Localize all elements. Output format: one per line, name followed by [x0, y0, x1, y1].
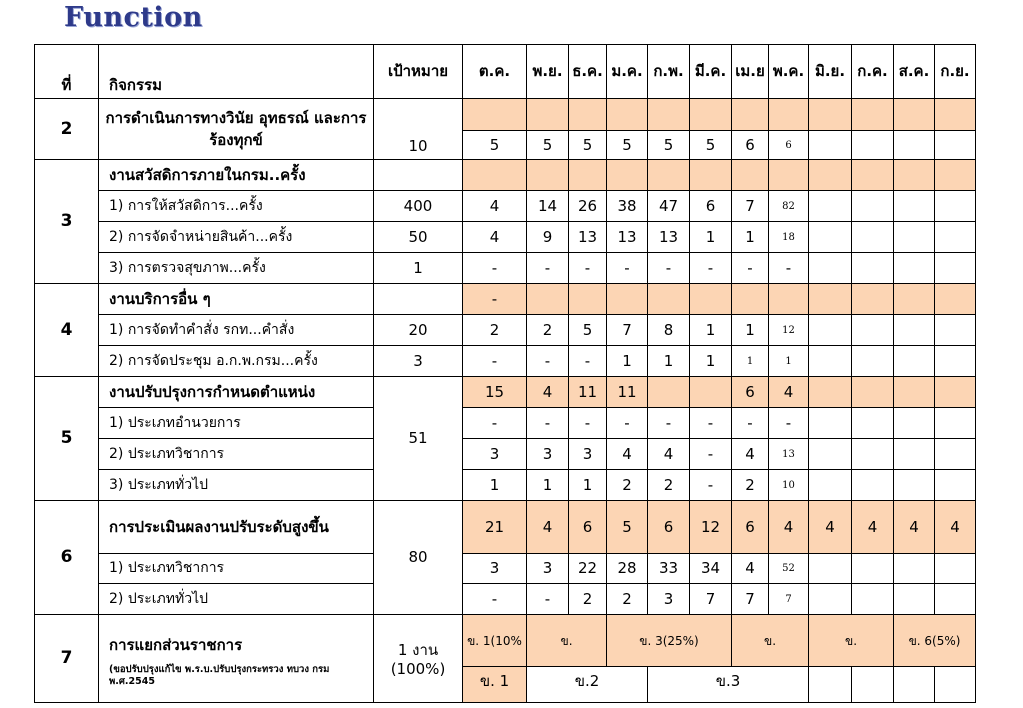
- plan-phase: ข.: [732, 615, 809, 667]
- month-value: 47: [648, 191, 690, 222]
- target-value: 51: [374, 377, 463, 501]
- table-row: [35, 584, 976, 615]
- table-row: [35, 191, 976, 222]
- month-value: 1: [648, 346, 690, 377]
- month-value: -: [690, 470, 732, 501]
- header-row: [35, 45, 976, 99]
- target-value: 50: [374, 222, 463, 253]
- target-value: 80: [374, 501, 463, 615]
- activity-sub-label: 1) การจัดทำคำสั่ง รกท...คำสั่ง: [99, 315, 374, 346]
- month-value: 1: [732, 315, 769, 346]
- month-value: -: [463, 584, 527, 615]
- month-value: -: [463, 408, 527, 439]
- month-value: 2: [569, 584, 607, 615]
- month-value: 5: [527, 131, 569, 160]
- activity-label: งานปรับปรุงการกำหนดตำแหน่ง: [99, 377, 374, 408]
- table-row: [35, 439, 976, 470]
- month-value: -: [569, 253, 607, 284]
- activity-sub-label: 2) ประเภททั่วไป: [99, 584, 374, 615]
- activity-cell: [99, 615, 374, 703]
- header-month: มี.ค.: [690, 45, 732, 99]
- activity-note: (ขอปรับปรุงแก้ไข พ.ร.บ.ปรับปรุงกระทรวง ทบวง กรม พ.ศ.2545: [109, 664, 330, 687]
- month-value: 14: [527, 191, 569, 222]
- plan-phase: ข.: [809, 615, 894, 667]
- month-value: 9: [527, 222, 569, 253]
- month-value: 4: [463, 191, 527, 222]
- month-value: 26: [569, 191, 607, 222]
- activity-label: งานบริการอื่น ๆ: [99, 284, 374, 315]
- month-value: 6: [732, 131, 769, 160]
- header-month: ก.ค.: [852, 45, 894, 99]
- month-value: 13: [648, 222, 690, 253]
- activity-sub-label: 1) ประเภทอำนวยการ: [99, 408, 374, 439]
- month-value: 6: [648, 501, 690, 554]
- month-value: 4: [894, 501, 935, 554]
- month-value: 5: [690, 131, 732, 160]
- activity-table: [34, 44, 976, 703]
- header-month: พ.ย.: [527, 45, 569, 99]
- month-value: 2: [732, 470, 769, 501]
- activity-sub-label: 3) ประเภททั่วไป: [99, 470, 374, 501]
- month-value: 7: [732, 584, 769, 615]
- target-value: 10: [374, 99, 463, 160]
- month-value: 4: [809, 501, 852, 554]
- activity-label: การแยกส่วนราชการ: [109, 636, 243, 654]
- month-value: -: [732, 408, 769, 439]
- activity-label: งานสวัสดิการภายในกรม..ครั้ง: [99, 160, 374, 191]
- month-value: 1: [527, 470, 569, 501]
- header-target: เป้าหมาย: [374, 45, 463, 99]
- month-value: 21: [463, 501, 527, 554]
- month-value: 15: [463, 377, 527, 408]
- month-value: 6: [732, 377, 769, 408]
- month-value: -: [463, 253, 527, 284]
- month-value: -: [648, 253, 690, 284]
- month-value: 5: [648, 131, 690, 160]
- month-value: -: [527, 346, 569, 377]
- month-value: 3: [527, 439, 569, 470]
- month-value: 7: [732, 191, 769, 222]
- table-row: [35, 222, 976, 253]
- table-row: [35, 99, 976, 131]
- month-value: 1: [690, 222, 732, 253]
- header-no: ที่: [35, 45, 99, 99]
- month-value: -: [607, 408, 648, 439]
- table-row: [35, 501, 976, 554]
- plan-phase: ข. 6(5%): [894, 615, 976, 667]
- month-value: 13: [769, 439, 809, 470]
- actual-phase: ข. 1: [463, 667, 527, 703]
- month-value: -: [648, 408, 690, 439]
- header-month: ก.พ.: [648, 45, 690, 99]
- table-row: [35, 615, 976, 667]
- month-value: 5: [607, 131, 648, 160]
- month-value: 4: [769, 377, 809, 408]
- month-value: 1: [690, 315, 732, 346]
- activity-label: การประเมินผลงานปรับระดับสูงขึ้น: [99, 501, 374, 554]
- month-value: 12: [769, 315, 809, 346]
- month-value: -: [527, 584, 569, 615]
- activity-sub-label: 1) ประเภทวิชาการ: [99, 554, 374, 584]
- month-value: 5: [569, 315, 607, 346]
- month-value: 6: [769, 131, 809, 160]
- month-value: -: [527, 408, 569, 439]
- month-value: 4: [527, 501, 569, 554]
- month-value: -: [463, 284, 527, 315]
- month-value: 3: [569, 439, 607, 470]
- month-value: 1: [690, 346, 732, 377]
- row-number: 7: [35, 615, 99, 703]
- header-activity: กิจกรรม: [99, 45, 374, 99]
- month-value: 1: [569, 470, 607, 501]
- month-value: 2: [648, 470, 690, 501]
- header-month: ธ.ค.: [569, 45, 607, 99]
- month-value: 4: [648, 439, 690, 470]
- month-value: 13: [569, 222, 607, 253]
- month-value: 5: [463, 131, 527, 160]
- month-value: 34: [690, 554, 732, 584]
- month-value: 3: [463, 554, 527, 584]
- plan-phase: ข. 1(10%: [463, 615, 527, 667]
- month-value: 52: [769, 554, 809, 584]
- target-value: 1: [374, 253, 463, 284]
- table-row: [35, 160, 976, 191]
- month-value: 8: [648, 315, 690, 346]
- month-value: 11: [569, 377, 607, 408]
- month-value: 7: [690, 584, 732, 615]
- table-row: [35, 284, 976, 315]
- header-month: ก.ย.: [935, 45, 976, 99]
- month-value: 4: [935, 501, 976, 554]
- header-month: ต.ค.: [463, 45, 527, 99]
- table-row: [35, 346, 976, 377]
- month-value: 4: [463, 222, 527, 253]
- row-number: 2: [35, 99, 99, 160]
- table-row: [35, 253, 976, 284]
- month-value: 22: [569, 554, 607, 584]
- month-value: 5: [607, 501, 648, 554]
- activity-sub-label: 2) ประเภทวิชาการ: [99, 439, 374, 470]
- month-value: 3: [527, 554, 569, 584]
- header-month: มิ.ย.: [809, 45, 852, 99]
- month-value: 3: [648, 584, 690, 615]
- month-value: -: [769, 253, 809, 284]
- month-value: 1: [607, 346, 648, 377]
- month-value: 4: [527, 377, 569, 408]
- plan-phase: ข.: [527, 615, 607, 667]
- month-value: -: [690, 408, 732, 439]
- row-number: 4: [35, 284, 99, 377]
- month-value: 10: [769, 470, 809, 501]
- table-row: [35, 408, 976, 439]
- month-value: 38: [607, 191, 648, 222]
- header-month: เม.ย: [732, 45, 769, 99]
- month-value: -: [769, 408, 809, 439]
- month-value: -: [607, 253, 648, 284]
- activity-sub-label: 2) การจัดประชุม อ.ก.พ.กรม...ครั้ง: [99, 346, 374, 377]
- header-month: ม.ค.: [607, 45, 648, 99]
- month-value: 1: [732, 346, 769, 377]
- actual-phase: ข.2: [527, 667, 648, 703]
- month-value: 28: [607, 554, 648, 584]
- table-row: [35, 315, 976, 346]
- month-value: -: [527, 253, 569, 284]
- activity-sub-label: 1) การให้สวัสดิการ...ครั้ง: [99, 191, 374, 222]
- month-value: 4: [732, 554, 769, 584]
- target-value: 400: [374, 191, 463, 222]
- month-value: 3: [463, 439, 527, 470]
- month-value: -: [732, 253, 769, 284]
- month-value: 2: [607, 470, 648, 501]
- month-value: -: [690, 253, 732, 284]
- month-value: -: [569, 346, 607, 377]
- target-value: 3: [374, 346, 463, 377]
- row-number: 3: [35, 160, 99, 284]
- table-row: [35, 377, 976, 408]
- month-value: -: [569, 408, 607, 439]
- month-value: 4: [607, 439, 648, 470]
- month-value: 1: [769, 346, 809, 377]
- month-value: 2: [463, 315, 527, 346]
- plan-phase: ข. 3(25%): [607, 615, 732, 667]
- month-value: 11: [607, 377, 648, 408]
- row-number: 5: [35, 377, 99, 501]
- month-value: 1: [463, 470, 527, 501]
- table-row: [35, 470, 976, 501]
- month-value: 2: [607, 584, 648, 615]
- month-value: 2: [527, 315, 569, 346]
- row-number: 6: [35, 501, 99, 615]
- month-value: 82: [769, 191, 809, 222]
- month-value: 6: [690, 191, 732, 222]
- month-value: 12: [690, 501, 732, 554]
- month-value: -: [463, 346, 527, 377]
- target-value: 20: [374, 315, 463, 346]
- month-value: 6: [732, 501, 769, 554]
- month-value: 33: [648, 554, 690, 584]
- month-value: 13: [607, 222, 648, 253]
- month-value: 5: [569, 131, 607, 160]
- table-row: [35, 554, 976, 584]
- month-value: 7: [607, 315, 648, 346]
- header-month: ส.ค.: [894, 45, 935, 99]
- month-value: 4: [732, 439, 769, 470]
- header-month: พ.ค.: [769, 45, 809, 99]
- month-value: 4: [769, 501, 809, 554]
- month-value: 6: [569, 501, 607, 554]
- target-value: 1 งาน (100%): [374, 615, 463, 703]
- month-value: 18: [769, 222, 809, 253]
- month-value: -: [690, 439, 732, 470]
- activity-label: การดำเนินการทางวินัย อุทธรณ์ และการร้องทุกข์: [99, 99, 374, 160]
- actual-phase: ข.3: [648, 667, 809, 703]
- month-value: 7: [769, 584, 809, 615]
- activity-sub-label: 2) การจัดจำหน่ายสินค้า...ครั้ง: [99, 222, 374, 253]
- page-title: Function: [64, 2, 203, 33]
- month-value: 1: [732, 222, 769, 253]
- activity-sub-label: 3) การตรวจสุขภาพ...ครั้ง: [99, 253, 374, 284]
- month-value: 4: [852, 501, 894, 554]
